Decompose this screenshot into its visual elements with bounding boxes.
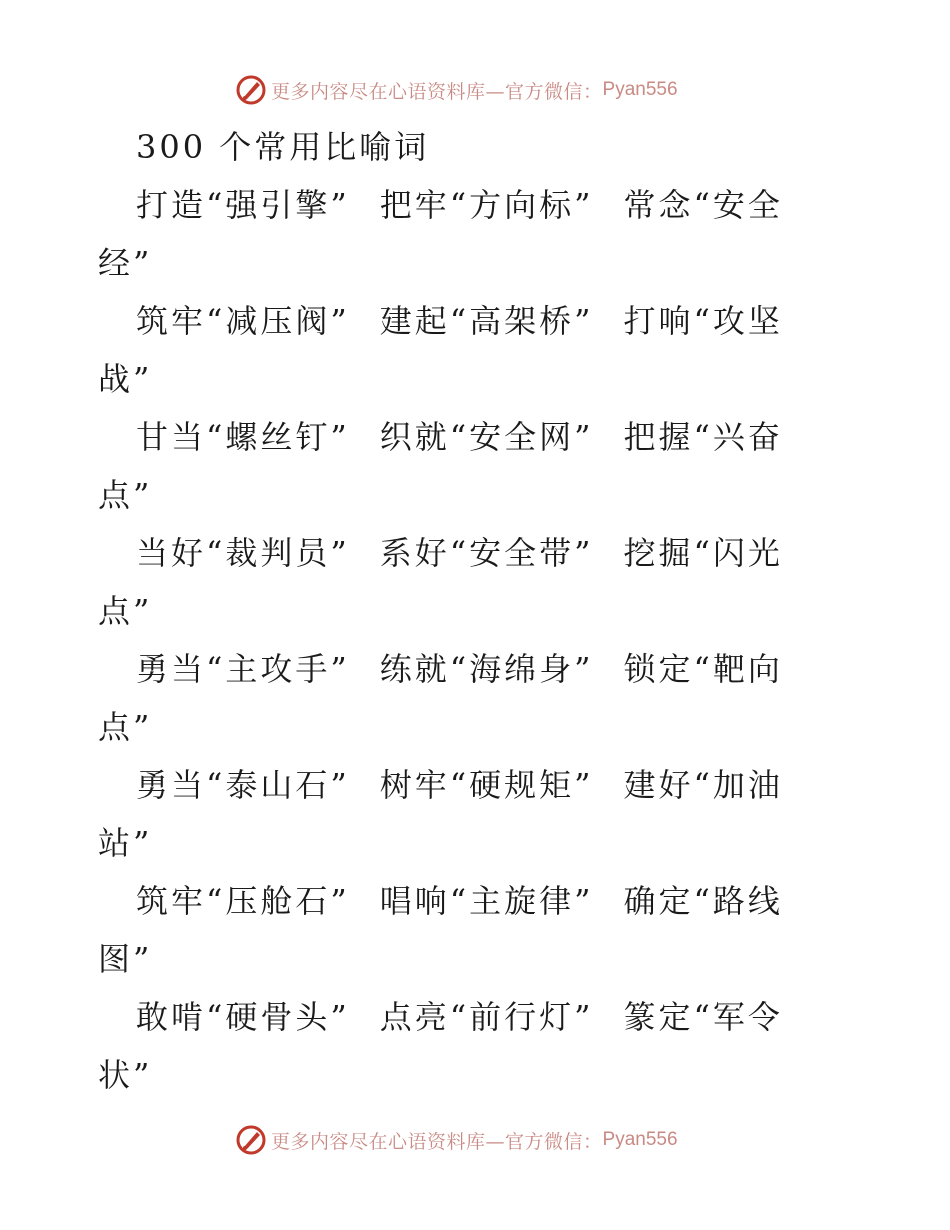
phrase: 树牢“硬规矩” — [379, 766, 594, 804]
phrase: 筑牢“压舱石” — [136, 882, 350, 920]
phrase: 锁定“靶向 — [623, 650, 783, 688]
phrase: 当好“裁判员” — [136, 534, 350, 572]
pen-logo-icon — [235, 74, 267, 106]
phrase-line — [98, 756, 838, 814]
phrase: 织就“安全网” — [379, 418, 594, 456]
phrase-line-continuation: 点” — [98, 708, 153, 746]
phrase: 打响“攻坚 — [623, 302, 783, 340]
phrase-paragraph — [98, 872, 838, 988]
phrase-paragraph — [98, 408, 838, 524]
phrase-paragraph — [98, 524, 838, 640]
phrase-line — [98, 176, 838, 234]
phrase-line-continuation: 点” — [98, 592, 153, 630]
phrase: 练就“海绵身” — [379, 650, 594, 688]
phrase: 筑牢“减压阀” — [136, 302, 350, 340]
phrase-line-continuation: 点” — [98, 476, 153, 514]
phrase-paragraph — [98, 292, 838, 408]
phrase-paragraph — [98, 988, 838, 1104]
phrase: 打造“强引擎” — [136, 186, 350, 224]
phrase-line-continuation: 状” — [98, 1056, 153, 1094]
phrase-line-continuation: 经” — [98, 244, 153, 282]
phrase: 常念“安全 — [623, 186, 783, 224]
phrase-line-continuation: 站” — [98, 824, 153, 862]
document-title: 300 个常用比喻词 — [136, 128, 430, 166]
phrase: 建好“加油 — [623, 766, 783, 804]
pen-logo-icon — [235, 1124, 267, 1156]
header-watermark — [235, 72, 678, 108]
phrase: 敢啃“硬骨头” — [136, 998, 350, 1036]
phrase-line — [98, 988, 838, 1046]
phrase-paragraph — [98, 756, 838, 872]
phrase: 篆定“军令 — [623, 998, 783, 1036]
footer-watermark — [235, 1122, 678, 1158]
watermark-wechat-id: Pyan556 — [602, 1129, 678, 1150]
phrase-line — [98, 408, 838, 466]
phrase: 把握“兴奋 — [623, 418, 783, 456]
phrase-paragraph — [98, 176, 838, 292]
document-body — [98, 118, 838, 1104]
phrase: 甘当“螺丝钉” — [136, 418, 350, 456]
phrase-line — [98, 640, 838, 698]
phrase: 把牢“方向标” — [379, 186, 594, 224]
watermark-wechat-id: Pyan556 — [602, 79, 678, 100]
phrase: 建起“高架桥” — [379, 302, 594, 340]
phrase: 系好“安全带” — [379, 534, 594, 572]
phrase: 确定“路线 — [623, 882, 783, 920]
phrase: 勇当“主攻手” — [136, 650, 350, 688]
phrase: 唱响“主旋律” — [379, 882, 594, 920]
watermark-text: 更多内容尽在心语资料库—官方微信： — [271, 80, 603, 103]
phrase-line — [98, 292, 838, 350]
phrase-line-continuation: 战” — [98, 360, 153, 398]
phrase-paragraph — [98, 640, 838, 756]
phrase: 点亮“前行灯” — [379, 998, 594, 1036]
phrase-line — [98, 872, 838, 930]
phrase-line-continuation: 图” — [98, 940, 153, 978]
phrase: 勇当“泰山石” — [136, 766, 350, 804]
phrase: 挖掘“闪光 — [623, 534, 783, 572]
phrase-list — [98, 176, 838, 1104]
phrase-line — [98, 524, 838, 582]
watermark-text: 更多内容尽在心语资料库—官方微信： — [271, 1130, 603, 1153]
